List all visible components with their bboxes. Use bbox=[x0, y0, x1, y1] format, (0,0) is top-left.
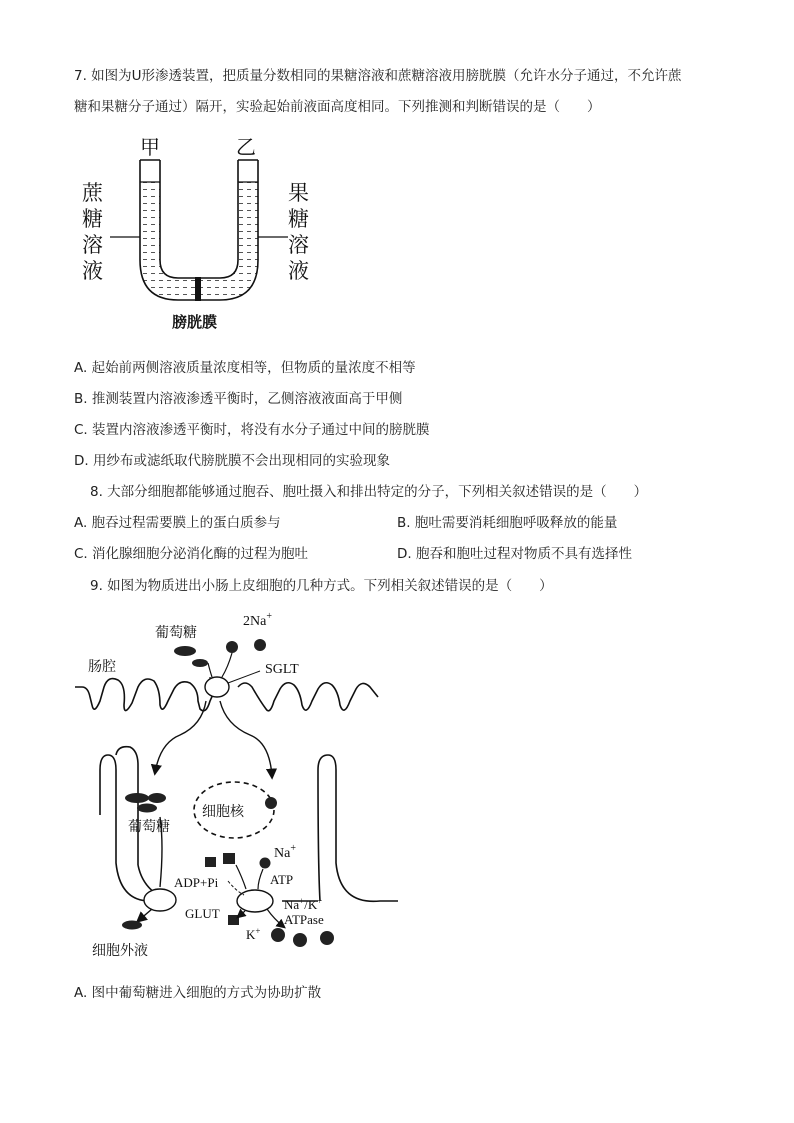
na-ion-out-1 bbox=[271, 928, 285, 942]
na-k-atpase-pump bbox=[237, 890, 273, 912]
label-na-inside: Na+ bbox=[274, 843, 296, 861]
q9-stem: 9. 如图为物质进出小肠上皮细胞的几种方式。下列相关叙述错误的是（ ） bbox=[90, 578, 553, 594]
label-na-k: Na+/K+ bbox=[284, 896, 323, 912]
label-sglt: SGLT bbox=[265, 662, 299, 677]
na-ion-top-1 bbox=[226, 641, 238, 653]
q7-option-c: C. 装置内溶液渗透平衡时，将没有水分子通过中间的膀胱膜 bbox=[74, 422, 430, 438]
label-2na-group: 2Na+ bbox=[243, 611, 272, 629]
q7-option-b: B. 推测装置内溶液渗透平衡时，乙侧溶液液面高于甲侧 bbox=[74, 391, 403, 407]
right-side-char-2: 糖 bbox=[288, 207, 309, 231]
q8-option-c: C. 消化腺细胞分泌消化酶的过程为胞吐 bbox=[74, 546, 309, 562]
na-ion-top-2 bbox=[254, 639, 266, 651]
right-side-char-4: 液 bbox=[288, 259, 309, 283]
left-side-char-3: 溶 bbox=[82, 233, 103, 257]
right-side-char-3: 溶 bbox=[288, 233, 309, 257]
u-tube-osmosis-figure bbox=[70, 130, 330, 345]
glucose-inside-1 bbox=[125, 793, 149, 803]
label-jia: 甲 bbox=[140, 135, 160, 159]
glut-carrier bbox=[144, 889, 176, 911]
na-ion-right bbox=[260, 858, 271, 869]
membrane-label: 膀胱膜 bbox=[172, 313, 218, 331]
label-yi: 乙 bbox=[236, 135, 256, 159]
q8-option-a: A. 胞吞过程需要膜上的蛋白质参与 bbox=[74, 515, 281, 531]
left-side-char-2: 糖 bbox=[82, 207, 103, 231]
glucose-inside-2 bbox=[148, 793, 166, 803]
label-extracellular: 细胞外液 bbox=[92, 943, 148, 959]
k-ion-square-1 bbox=[205, 857, 216, 867]
glucose-exit bbox=[122, 921, 142, 930]
na-ion-out-2 bbox=[293, 933, 307, 947]
na-ion-inside bbox=[265, 797, 277, 809]
q7-option-a: A. 起始前两侧溶液质量浓度相等，但物质的量浓度不相等 bbox=[74, 360, 416, 376]
bladder-membrane bbox=[195, 277, 201, 301]
na-ion-out-3 bbox=[320, 931, 334, 945]
left-side-char-1: 蔗 bbox=[82, 181, 103, 205]
left-side-char-4: 液 bbox=[82, 259, 103, 283]
u-tube-outline-inner bbox=[160, 160, 238, 278]
intestinal-cell-transport-figure bbox=[60, 605, 410, 975]
k-ion-square-2 bbox=[223, 853, 235, 864]
q8-option-d: D. 胞吞和胞吐过程对物质不具有选择性 bbox=[397, 546, 632, 562]
label-glut: GLUT bbox=[185, 906, 220, 921]
k-ion-square-3 bbox=[228, 915, 239, 925]
q8-stem: 8. 大部分细胞都能够通过胞吞、胞吐摄入和排出特定的分子，下列相关叙述错误的是（ ） bbox=[90, 484, 648, 500]
label-intestinal-lumen: 肠腔 bbox=[88, 659, 116, 675]
label-atpase: ATPase bbox=[284, 912, 324, 927]
label-glucose-top: 葡萄糖 bbox=[155, 625, 197, 641]
label-atp: ATP bbox=[270, 872, 294, 887]
glucose-molecule-top-1 bbox=[174, 646, 196, 656]
q7-option-d: D. 用纱布或滤纸取代膀胱膜不会出现相同的实验现象 bbox=[74, 453, 390, 469]
glucose-inside-3 bbox=[137, 804, 157, 813]
q7-stem-line1: 7. 如图为U形渗透装置，把质量分数相同的果糖溶液和蔗糖溶液用膀胱膜（允许水分子通过，不允许蔗 bbox=[74, 68, 682, 84]
right-side-char-1: 果 bbox=[288, 181, 309, 205]
q7-stem-line2: 糖和果糖分子通过）隔开，实验起始前液面高度相同。下列推测和判断错误的是（ ） bbox=[74, 99, 601, 115]
label-nucleus: 细胞核 bbox=[202, 804, 244, 820]
label-adp-pi: ADP+Pi bbox=[174, 875, 219, 890]
sglt-carrier bbox=[205, 677, 229, 697]
glucose-molecule-top-2 bbox=[192, 659, 208, 667]
q8-option-b: B. 胞吐需要消耗细胞呼吸释放的能量 bbox=[397, 515, 618, 531]
q9-option-a: A. 图中葡萄糖进入细胞的方式为协助扩散 bbox=[74, 985, 322, 1001]
label-glucose-inside: 葡萄糖 bbox=[128, 819, 170, 835]
label-k: K+ bbox=[246, 926, 261, 942]
